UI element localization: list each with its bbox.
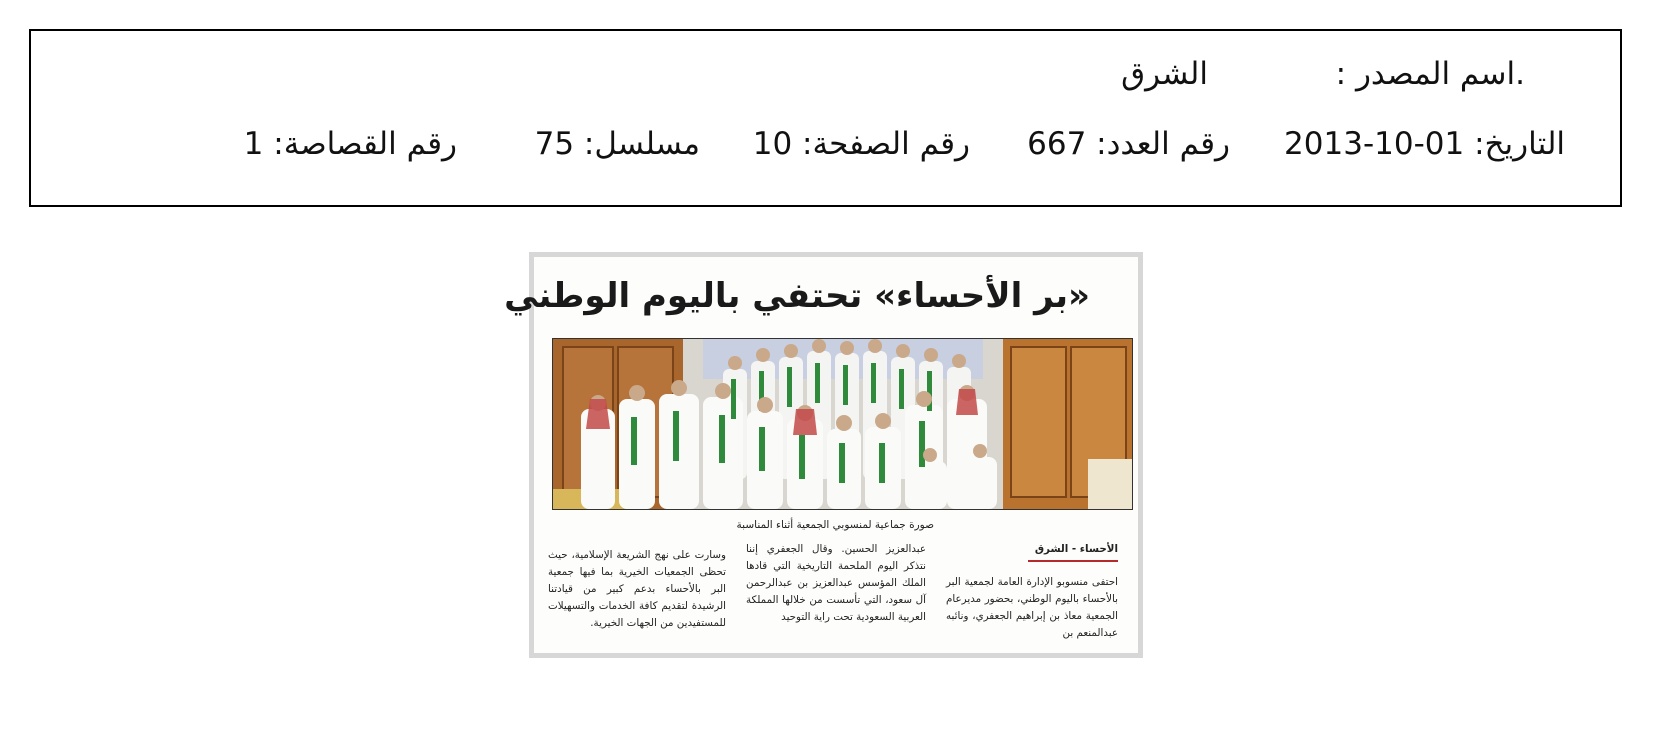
serial-field: مسلسل: 75 bbox=[534, 126, 700, 162]
clipping-number-field: رقم القصاصة: 1 bbox=[243, 126, 457, 162]
newspaper-clipping bbox=[504, 252, 1143, 658]
photo-caption: صورة جماعية لمنسوبي الجمعية أثناء المناسبة bbox=[736, 519, 934, 531]
article-headline: «بر الأحساء» تحتفي باليوم الوطني bbox=[504, 276, 1090, 316]
article-column-middle: عبدالعزيز الحسين. وقال الجعفري إننا نتذكر اليوم الملحمة التاريخية التي قادها الملك المؤسس عبدالعزيز بن عبدالرحمن آل سعود، التي تأسست من خلالها المملكة العربية السعودية تحت راية التوحيد bbox=[746, 543, 926, 623]
date-field: التاريخ: 01-10-2013 bbox=[1284, 126, 1565, 162]
article-column-right bbox=[946, 541, 1118, 642]
article-byline: الأحساء - الشرق bbox=[1028, 541, 1118, 562]
source-info-box bbox=[29, 29, 1622, 207]
page-number-field: رقم الصفحة: 10 bbox=[752, 126, 970, 162]
article-column-left: وسارت على نهج الشريعة الإسلامية، حيث تحظى الجمعيات الخيرية بما فيها جمعية البر بالأحساء بدعم كبير من قيادتنا الرشيدة لتقديم كافة الخدمات والتسهيلات للمستفيدين من الجهات الخيرية. bbox=[548, 549, 726, 629]
article-photo bbox=[552, 338, 1133, 510]
source-name: الشرق bbox=[1121, 56, 1208, 92]
source-label: .اسم المصدر : bbox=[1335, 56, 1525, 92]
issue-number-field: رقم العدد: 667 bbox=[1027, 126, 1230, 162]
article-paragraph-1: احتفى منسوبو الإدارة العامة لجمعية البر بالأحساء باليوم الوطني، بحضور مديرعام الجمعية معاذ بن إبراهيم الجعفري، ونائبه عبدالمنعم بن bbox=[946, 576, 1118, 639]
